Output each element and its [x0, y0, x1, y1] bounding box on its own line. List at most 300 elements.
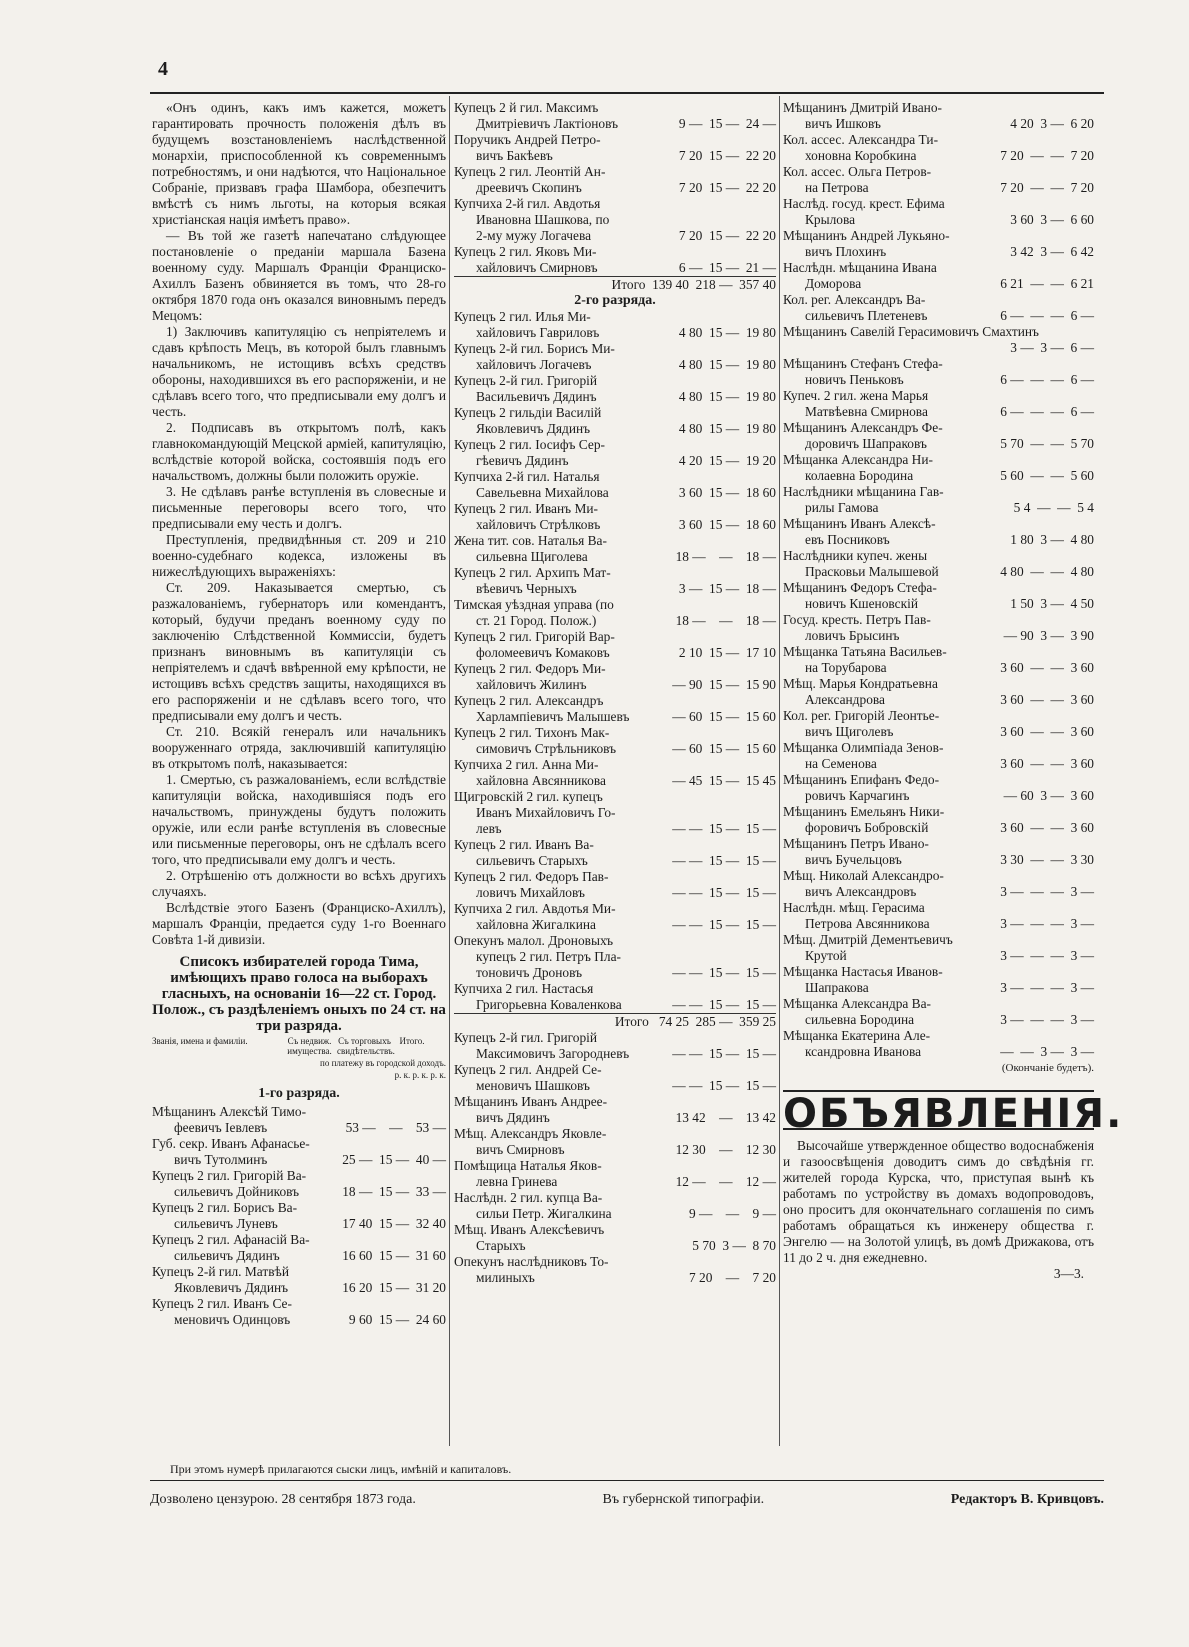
- voter-name: колаевна Бородина: [805, 468, 914, 483]
- table-row: [454, 164, 776, 180]
- table-row: [454, 228, 776, 244]
- voter-name: Купчиха 2-й гил. Авдотья: [454, 196, 601, 211]
- voter-table-2: [454, 309, 776, 1013]
- table-row: [783, 852, 1094, 868]
- voter-name: Купчиха 2 гил. Настасья: [454, 981, 594, 996]
- voter-name: Мѣщ. Иванъ Алексѣевичъ: [454, 1222, 605, 1237]
- table-row: [783, 372, 1094, 388]
- table-row: [454, 341, 776, 357]
- voter-name: Купецъ 2 гил. Архипъ Мат-: [454, 565, 611, 580]
- table-row: [152, 1264, 446, 1280]
- voter-name: Кол. ассес. Александра Ти-: [783, 132, 939, 147]
- voter-name: Мѣщанинъ Дмитрій Ивано-: [783, 100, 943, 115]
- table-row: [454, 180, 776, 196]
- table-row: [783, 436, 1094, 452]
- voter-name: Мѣщанка Екатерина Але-: [783, 1028, 931, 1043]
- voter-name: Купецъ 2 гил. Борисъ Ва-: [152, 1200, 298, 1215]
- table-row: [454, 453, 776, 469]
- table-row: [783, 548, 1094, 564]
- payment-values: 5 70 3 — 8 70: [692, 1238, 776, 1253]
- voter-name: Купеч. 2 гил. жена Марья: [783, 388, 929, 403]
- voter-name: симовичъ Стрѣльниковъ: [476, 741, 617, 756]
- table-row: [454, 901, 776, 917]
- voter-name: Прасковьи Малышевой: [805, 564, 939, 579]
- column-divider-1: [449, 96, 450, 1446]
- table-row: [152, 1184, 446, 1200]
- table-row: [152, 1136, 446, 1152]
- voter-name: хайловичъ Логачевъ: [476, 357, 592, 372]
- payment-values: — — 3 — 3 —: [1000, 1044, 1094, 1059]
- voter-name: вѣевичъ Черныхъ: [476, 581, 577, 596]
- voter-name: Яковлевичъ Дядинъ: [174, 1280, 289, 1295]
- table-row: [454, 1046, 776, 1062]
- payment-values: 3 — 15 — 18 —: [678, 581, 776, 596]
- payment-values: 3 60 — — 3 60: [1000, 660, 1094, 675]
- voter-name: Кол. рег. Александръ Ва-: [783, 292, 926, 307]
- editor-line: Редакторъ В. Кривцовъ.: [950, 1492, 1104, 1507]
- payment-values: 12 — — 12 —: [675, 1174, 776, 1189]
- payment-values: 18 — — 18 —: [675, 613, 776, 628]
- voter-name: дреевичъ Скопинъ: [476, 180, 582, 195]
- table-row: [454, 501, 776, 517]
- table-row: [783, 692, 1094, 708]
- table-row: [783, 756, 1094, 772]
- table-row: [783, 836, 1094, 852]
- table-row: [454, 1030, 776, 1046]
- table-row: [783, 1044, 1094, 1060]
- table-row: [783, 148, 1094, 164]
- payment-values: — — 15 — 15 —: [672, 853, 776, 868]
- paragraph: Преступленія, предвидѣнныя ст. 209 и 210 военно-судебнаго кодекса, изложены въ нижеслѣдующихъ выраженіяхъ:: [152, 532, 446, 579]
- table-row: [152, 1168, 446, 1184]
- table-row: [783, 196, 1094, 212]
- voter-name: Мѣщанинъ Иванъ Андрее-: [454, 1094, 608, 1109]
- table-row: [783, 900, 1094, 916]
- payment-values: 4 80 15 — 19 80: [678, 357, 776, 372]
- table-row: [783, 596, 1094, 612]
- payment-values: 1 50 3 — 4 50: [1010, 596, 1094, 611]
- voter-name: Купецъ 2 гил. Александръ: [454, 693, 604, 708]
- voter-name: Купецъ 2 гил. Иванъ Ми-: [454, 501, 598, 516]
- total-rank-1: Итого 139 40 218 — 357 40: [454, 276, 776, 293]
- voter-name: Госуд. кресть. Петръ Пав-: [783, 612, 931, 627]
- table-row: [783, 292, 1094, 308]
- voter-name: Крутой: [805, 948, 847, 963]
- table-row: [454, 917, 776, 933]
- voter-name: вичъ Щиголевъ: [805, 724, 894, 739]
- payment-values: 2 10 15 — 17 10: [678, 645, 776, 660]
- voter-name: вичъ Дядинъ: [476, 1110, 550, 1125]
- payment-values: 7 20 — 7 20: [688, 1270, 776, 1285]
- payment-values: 17 40 15 — 32 40: [342, 1216, 446, 1231]
- voter-name: сильевичъ Дядинъ: [174, 1248, 280, 1263]
- voter-name: Мѣщанинъ Иванъ Алексѣ-: [783, 516, 936, 531]
- voter-name: сильевна Щиголева: [476, 549, 588, 564]
- voter-name: Наслѣдники мѣщанина Гав-: [783, 484, 944, 499]
- voter-name: Купецъ 2 й гил. Максимъ: [454, 100, 599, 115]
- payment-values: 4 20 3 — 6 20: [1010, 116, 1094, 131]
- voter-name: Кол. рег. Григорій Леонтье-: [783, 708, 940, 723]
- table-row: [783, 788, 1094, 804]
- voter-name: на Семенова: [805, 756, 877, 771]
- table-row: [152, 1152, 446, 1168]
- header-property: Съ недвиж. имущества.: [287, 1036, 332, 1056]
- voter-name: Мѣщанка Олимпіада Зенов-: [783, 740, 944, 755]
- table-row: [783, 516, 1094, 532]
- payment-values: 3 — — — 3 —: [1000, 948, 1094, 963]
- table-row: [783, 420, 1094, 436]
- voter-name: Купецъ 2 гил. Григорій Ва-: [152, 1168, 307, 1183]
- payment-values: 3 60 15 — 18 60: [678, 517, 776, 532]
- voter-name: Мѣщанинъ Петръ Ивано-: [783, 836, 929, 851]
- table-row: [783, 612, 1094, 628]
- header-units: [152, 1070, 446, 1080]
- voter-name: евъ Посниковъ: [805, 532, 890, 547]
- table-row: [783, 724, 1094, 740]
- payment-values: 3 60 — — 3 60: [1000, 820, 1094, 835]
- table-row: [454, 517, 776, 533]
- voter-name: Купецъ 2 гил. Яковъ Ми-: [454, 244, 597, 259]
- voter-name: вичъ Ишковъ: [805, 116, 881, 131]
- payment-values: 6 — — — 6 —: [1000, 404, 1094, 419]
- voter-name: фоломеевичъ Комаковъ: [476, 645, 610, 660]
- voter-name: Купецъ 2 гил. Андрей Се-: [454, 1062, 602, 1077]
- voter-name: Мѣщанка Александра Ни-: [783, 452, 933, 467]
- voter-table-3: [454, 1030, 776, 1286]
- voter-name: Мѣщанинъ Андрей Лукьяно-: [783, 228, 950, 243]
- voter-name: 2-му мужу Логачева: [476, 228, 592, 243]
- payment-values: 53 — — 53 —: [345, 1120, 446, 1135]
- payment-values: 16 20 15 — 31 20: [342, 1280, 446, 1295]
- table-row: [783, 580, 1094, 596]
- table-row: [454, 997, 776, 1013]
- footer-note: При этомъ нумерѣ прилагаются сыски лицъ, имѣній и капиталовъ.: [170, 1462, 512, 1476]
- voter-name: Жена тит. сов. Наталья Ва-: [454, 533, 607, 548]
- voter-name: Крылова: [805, 212, 856, 227]
- voter-name: Доморова: [805, 276, 862, 291]
- voter-name: Петрова Авсянникова: [805, 916, 930, 931]
- payment-values: — 60 15 — 15 60: [672, 709, 776, 724]
- payment-values: 3 — 3 — 6 —: [1010, 340, 1094, 355]
- table-row: [454, 677, 776, 693]
- table-row: [454, 645, 776, 661]
- table-row: [454, 581, 776, 597]
- table-row: [454, 309, 776, 325]
- table-row: [783, 820, 1094, 836]
- table-row: [454, 1174, 776, 1190]
- table-row: [783, 228, 1094, 244]
- voter-name: Мѣщанинъ Савелій Герасимовичъ Смахтинъ: [783, 324, 1039, 339]
- voter-name: Старыхъ: [476, 1238, 526, 1253]
- table-row: [783, 676, 1094, 692]
- payment-values: 1 80 3 — 4 80: [1010, 532, 1094, 547]
- table-row: [783, 868, 1094, 884]
- voter-name: Мѣщанинъ Алексѣй Тимо-: [152, 1104, 307, 1119]
- voter-name: Купчиха 2 гил. Авдотья Ми-: [454, 901, 616, 916]
- table-row: [454, 485, 776, 501]
- voter-name: Савельевна Михайлова: [476, 485, 609, 500]
- voter-name: сильевичъ Луневъ: [174, 1216, 278, 1231]
- voter-name: Помѣщица Наталья Яков-: [454, 1158, 602, 1173]
- table-row: [783, 260, 1094, 276]
- voter-name: Купецъ 2-й гил. Борисъ Ми-: [454, 341, 615, 356]
- payment-values: 12 30 — 12 30: [675, 1142, 776, 1157]
- voter-name: хоновна Коробкина: [805, 148, 917, 163]
- table-row: [783, 244, 1094, 260]
- table-row: [783, 276, 1094, 292]
- censor-line: Дозволено цензурою. 28 сентября 1873 года.: [150, 1492, 416, 1507]
- payment-values: 3 42 3 — 6 42: [1010, 244, 1094, 259]
- table-row: [454, 325, 776, 341]
- table-row: [454, 565, 776, 581]
- voter-name: Наслѣдники купеч. жены: [783, 548, 928, 563]
- table-row: [454, 373, 776, 389]
- header-trade: Съ торговыхъ свидѣтельствъ.: [337, 1036, 395, 1056]
- table-row: [454, 148, 776, 164]
- table-row: [783, 916, 1094, 932]
- voter-name: Купецъ 2 гил. Афанасій Ва-: [152, 1232, 310, 1247]
- table-row: [454, 1078, 776, 1094]
- to-be-continued: (Окончаніе будетъ).: [1001, 1062, 1094, 1074]
- voter-name: доровичъ Шапраковъ: [805, 436, 927, 451]
- voter-name: форовичъ Бобровскій: [805, 820, 929, 835]
- voter-table-1: [152, 1104, 446, 1328]
- voter-name: Мѣщанинъ Александръ Фе-: [783, 420, 943, 435]
- table-row: [454, 933, 776, 949]
- voter-name: Опекунъ малол. Дроновыхъ: [454, 933, 614, 948]
- payment-values: 3 60 3 — 6 60: [1010, 212, 1094, 227]
- table-row: [454, 1158, 776, 1174]
- header-units-label: р. к. р. к. р. к.: [394, 1070, 446, 1080]
- voter-name: Иванъ Михайловичъ Го-: [476, 805, 616, 820]
- paragraph: Вслѣдствіе этого Базенъ (Франциско-Ахиллъ), маршалъ Франціи, предается суду 1-го Военнаго Совѣта 1-й дивизіи.: [152, 900, 446, 947]
- table-row: [783, 452, 1094, 468]
- voter-name: сильевна Бородина: [805, 1012, 915, 1027]
- table-row: [152, 1296, 446, 1312]
- voter-name: ловичъ Брысинъ: [805, 628, 900, 643]
- voter-name: вичъ Смирновъ: [476, 1142, 565, 1157]
- voter-name: Максимовичъ Загородневъ: [476, 1046, 630, 1061]
- table-row: [454, 549, 776, 565]
- payment-values: 3 60 — — 3 60: [1000, 724, 1094, 739]
- voter-name: феевичъ Іевлевъ: [174, 1120, 268, 1135]
- paragraph: 1) Заключивъ капитуляцію съ непріятелемъ и сдавъ крѣпость Мецъ, въ которой былъ главнымъ начальникомъ, не истощивъ всѣхъ средствъ обороны, находившихся въ его распоряженіи, и не сдѣлавъ всего того, что предписывали ему долгъ и честь.: [152, 324, 446, 419]
- voter-name: хайловичъ Смирновъ: [476, 260, 598, 275]
- table-row: [454, 1222, 776, 1238]
- table-row: [152, 1248, 446, 1264]
- voter-name: тоновичъ Дроновъ: [476, 965, 583, 980]
- table-row: [454, 1254, 776, 1270]
- voter-name: Купецъ 2 гил. Федоръ Ми-: [454, 661, 606, 676]
- ad-mark: 3—3.: [1053, 1266, 1084, 1281]
- voter-name: [783, 340, 805, 356]
- table-row: [454, 709, 776, 725]
- ads-title: ОБЪЯВЛЕНІЯ.: [783, 1091, 1124, 1137]
- payment-values: 7 20 15 — 22 20: [678, 148, 776, 163]
- payment-values: 3 — — — 3 —: [1000, 1012, 1094, 1027]
- table-row: [783, 324, 1094, 340]
- voter-name: Мѣщанинъ Федоръ Стефа-: [783, 580, 937, 595]
- voter-name: Губ. секр. Иванъ Афанасье-: [152, 1136, 310, 1151]
- table-row: [454, 100, 776, 116]
- table-row: [783, 404, 1094, 420]
- table-row: [783, 804, 1094, 820]
- voter-name: Григорьевна Коваленкова: [476, 997, 622, 1012]
- voter-name: Купчиха 2-й гил. Наталья: [454, 469, 600, 484]
- voter-name: Наслѣдн. мѣщ. Герасима: [783, 900, 925, 915]
- payment-values: 3 — — — 3 —: [1000, 980, 1094, 995]
- voter-name: Мѣщанка Александра Ва-: [783, 996, 932, 1011]
- table-row: [454, 981, 776, 997]
- table-row: [783, 628, 1094, 644]
- table-row: [454, 533, 776, 549]
- payment-values: 7 20 — — 7 20: [1000, 148, 1094, 163]
- table-row: [454, 196, 776, 212]
- voter-name: Наслѣд. госуд. крест. Ефима: [783, 196, 945, 211]
- voter-name: на Петрова: [805, 180, 869, 195]
- payment-values: — 45 15 — 15 45: [672, 773, 776, 788]
- table-row: [454, 725, 776, 741]
- voter-name: Александрова: [805, 692, 885, 707]
- voter-name: Мѣщ. Николай Александро-: [783, 868, 944, 883]
- voter-name: Купецъ 2 гильдіи Василій: [454, 405, 602, 420]
- voter-name: Мѣщ. Марья Кондратьевна: [783, 676, 938, 691]
- payment-values: 5 70 — — 5 70: [1000, 436, 1094, 451]
- voter-name: сильевичъ Плетеневъ: [805, 308, 928, 323]
- voter-name: меновичъ Одинцовъ: [174, 1312, 291, 1327]
- voter-name: Купецъ 2 гил. Іосифъ Сер-: [454, 437, 605, 452]
- voter-name: сильевичъ Старыхъ: [476, 853, 588, 868]
- table-row: [454, 244, 776, 260]
- table-header: [152, 1036, 446, 1056]
- table-row: [783, 308, 1094, 324]
- payment-values: 9 60 15 — 24 60: [348, 1312, 446, 1327]
- voter-name: хайловна Авсянникова: [476, 773, 606, 788]
- table-row: [454, 1126, 776, 1142]
- voter-name: меновичъ Шашковъ: [476, 1078, 590, 1093]
- payment-values: — 90 3 — 3 90: [1003, 628, 1094, 643]
- voter-name: левна Гринева: [476, 1174, 558, 1189]
- table-row: [152, 1312, 446, 1328]
- payment-values: 6 — 15 — 21 —: [678, 260, 776, 275]
- table-row: [454, 597, 776, 613]
- table-row: [454, 1270, 776, 1286]
- table-row: [783, 356, 1094, 372]
- rank-title-1: 1-го разряда.: [258, 1086, 340, 1101]
- voter-name: ст. 21 Город. Полож.): [476, 613, 597, 628]
- payment-values: — — 15 — 15 —: [672, 917, 776, 932]
- payment-values: — — 15 — 15 —: [672, 1078, 776, 1093]
- table-row: [454, 869, 776, 885]
- payment-values: 4 80 15 — 19 80: [678, 421, 776, 436]
- table-row: [783, 1028, 1094, 1044]
- table-row: [783, 708, 1094, 724]
- table-row: [454, 629, 776, 645]
- paragraph: 3. Не сдѣлавъ ранѣе вступленія въ словесные и письменные переговоры всего того, что предписывали ему честь и долгъ.: [152, 484, 446, 531]
- payment-values: 3 60 — — 3 60: [1000, 756, 1094, 771]
- voter-name: хайловичъ Жилинъ: [476, 677, 587, 692]
- table-row: [783, 116, 1094, 132]
- voter-name: Купецъ 2 гил. Федоръ Пав-: [454, 869, 609, 884]
- voter-name: Кол. ассес. Ольга Петров-: [783, 164, 932, 179]
- voter-name: Мѣщанинъ Емельянъ Ники-: [783, 804, 945, 819]
- payment-values: — — 15 — 15 —: [672, 821, 776, 836]
- table-row: [783, 660, 1094, 676]
- table-row: [454, 405, 776, 421]
- voter-name: сильи Петр. Жигалкина: [476, 1206, 612, 1221]
- voter-table-1-cont: [454, 100, 776, 276]
- table-row: [152, 1232, 446, 1248]
- payment-values: — 90 15 — 15 90: [672, 677, 776, 692]
- payment-values: 4 80 15 — 19 80: [678, 389, 776, 404]
- page-number: 4: [158, 58, 168, 80]
- voter-name: Купецъ 2-й гил. Григорій: [454, 373, 598, 388]
- payment-values: 7 20 15 — 22 20: [678, 180, 776, 195]
- column-2: [454, 100, 776, 1286]
- table-row: [454, 661, 776, 677]
- footer: [150, 1492, 1104, 1508]
- table-row: [454, 1206, 776, 1222]
- table-row: [783, 100, 1094, 116]
- voter-name: Купецъ 2 гил. Григорій Вар-: [454, 629, 615, 644]
- footer-rule: [150, 1480, 1104, 1481]
- payment-values: — — 15 — 15 —: [672, 965, 776, 980]
- table-row: [454, 805, 776, 821]
- payment-values: 25 — 15 — 40 —: [342, 1152, 446, 1167]
- paragraph: 2. Отрѣшенію отъ должности во всѣхъ другихъ случаяхъ.: [152, 868, 446, 899]
- table-row: [454, 821, 776, 837]
- table-row: [783, 532, 1094, 548]
- table-row: [152, 1280, 446, 1296]
- voter-name: рилы Гамова: [805, 500, 879, 515]
- header-group-label: по платежу въ городской доходъ.: [320, 1058, 446, 1068]
- payment-values: 6 — — — 6 —: [1000, 372, 1094, 387]
- payment-values: 9 — — 9 —: [688, 1206, 776, 1221]
- payment-values: — — 15 — 15 —: [672, 997, 776, 1012]
- voter-name: новичъ Кшеновскій: [805, 596, 918, 611]
- voter-name: Купецъ 2 гил. Илья Ми-: [454, 309, 591, 324]
- voter-name: Харлампіевичъ Малышевъ: [476, 709, 630, 724]
- table-row: [783, 388, 1094, 404]
- payment-values: 7 20 — — 7 20: [1000, 180, 1094, 195]
- rank-title-2: 2-го разряда.: [574, 293, 656, 308]
- voter-name: Купецъ 2-й гил. Матвѣй: [152, 1264, 289, 1279]
- voter-name: Яковлевичъ Дядинъ: [476, 421, 591, 436]
- voter-name: хайловичъ Гавриловъ: [476, 325, 600, 340]
- table-row: [783, 996, 1094, 1012]
- voter-name: Матвѣевна Смирнова: [805, 404, 928, 419]
- table-row: [783, 468, 1094, 484]
- table-row: [454, 1190, 776, 1206]
- table-row: [152, 1104, 446, 1120]
- voter-name: Мѣщ. Александръ Яковле-: [454, 1126, 607, 1141]
- payment-values: 9 — 15 — 24 —: [678, 116, 776, 131]
- voter-name: Купецъ 2 гил. Тихонъ Мак-: [454, 725, 610, 740]
- voter-table-3-cont: [783, 100, 1094, 1060]
- table-row: [783, 132, 1094, 148]
- voter-name: новичъ Пеньковъ: [805, 372, 904, 387]
- voter-name: Поручикъ Андрей Петро-: [454, 132, 601, 147]
- paragraph: «Онъ одинъ, какъ имъ кажется, можетъ гарантировать прочность положенія дѣлъ въ будущемъ возстановленіемъ наслѣдственной монархіи, приспособленной къ современнымъ потребностямъ, и они надѣются, что Національное Собраніе, призвавъ графа Шамбора, обезпечитъ вмѣстѣ съ нимъ льготы, на которыя всякая христіанская нація имѣетъ право».: [152, 100, 446, 227]
- payment-values: 4 80 15 — 19 80: [678, 325, 776, 340]
- payment-values: 5 4 — — 5 4: [1013, 500, 1094, 515]
- voter-name: Васильевичъ Дядинъ: [476, 389, 597, 404]
- table-row: [454, 853, 776, 869]
- voter-name: ксандровна Иванова: [805, 1044, 922, 1059]
- payment-values: 5 60 — — 5 60: [1000, 468, 1094, 483]
- voter-name: вичъ Плохинъ: [805, 244, 887, 259]
- voter-name: Купецъ 2-й гил. Григорій: [454, 1030, 598, 1045]
